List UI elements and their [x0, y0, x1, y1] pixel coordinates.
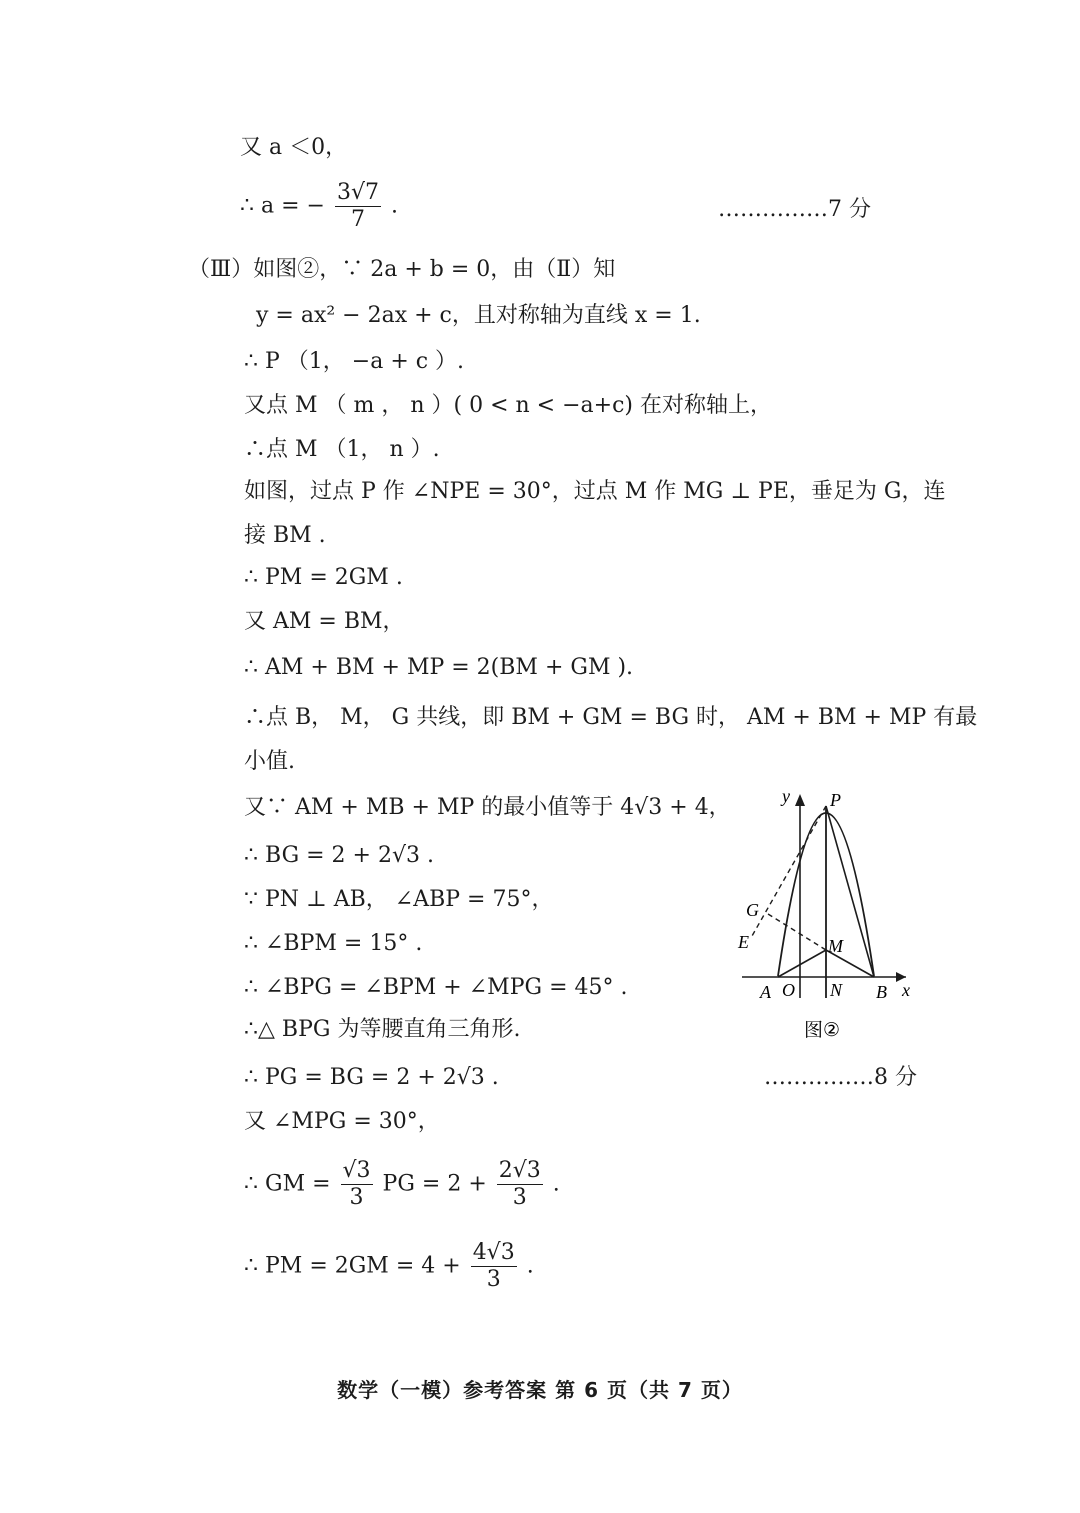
- score-7: ……………7 分: [718, 197, 871, 222]
- text-line-19: ∴ ∠BPG = ∠BPM + ∠MPG = 45° .: [244, 975, 628, 1000]
- text-line-11: 又 AM = BM，: [244, 609, 405, 634]
- fraction-denominator: 3: [512, 1185, 527, 1210]
- text-line-10: ∴ PM = 2GM .: [244, 565, 403, 590]
- fraction-denominator: 3: [349, 1185, 364, 1210]
- pm-equals: ∴ PM = 2GM = 4 +: [244, 1253, 461, 1279]
- fraction-numerator: 4√3: [472, 1240, 515, 1265]
- fraction-numerator: √3: [342, 1158, 371, 1183]
- text-line-12: ∴ AM + BM + MP = 2(BM + GM ).: [244, 655, 634, 680]
- text-line-22: 又 ∠MPG = 30°，: [244, 1109, 440, 1134]
- label-e: E: [738, 932, 749, 952]
- period: .: [552, 1171, 560, 1197]
- pg-equals: PG = 2 +: [382, 1171, 487, 1197]
- label-x: x: [902, 980, 910, 1000]
- text-line-15: 又∵ AM + MB + MP 的最小值等于 4√3 + 4，: [244, 795, 731, 820]
- label-b: B: [876, 982, 887, 1002]
- text-line-8: 如图，过点 P 作 ∠NPE = 30°，过点 M 作 MG ⊥ PE，垂足为 G，连: [244, 479, 946, 504]
- text-line-21: ∴ PG = BG = 2 + 2√3 .: [244, 1065, 499, 1090]
- fraction-denominator: 3: [486, 1267, 501, 1292]
- text-line-20: ∴△ BPG 为等腰直角三角形.: [244, 1017, 521, 1042]
- text-line-1: 又 a ＜0，: [240, 135, 348, 160]
- text-line-17: ∵ PN ⊥ AB， ∠ABP = 75°，: [244, 887, 554, 912]
- label-n: N: [830, 980, 843, 1000]
- text-line-6: 又点 M （ m ， n ）( 0 < n < −a+c) 在对称轴上，: [244, 393, 772, 418]
- text-line-16: ∴ BG = 2 + 2√3 .: [244, 843, 434, 868]
- text-line-18: ∴ ∠BPM = 15° .: [244, 931, 423, 956]
- label-m: M: [828, 936, 843, 956]
- text-line-13: ∴点 B， M， G 共线，即 BM + GM = BG 时， AM + BM + MP 有最: [244, 705, 978, 730]
- figure-caption: 图②: [804, 1019, 841, 1041]
- fraction-numerator: 2√3: [498, 1158, 541, 1183]
- text-line-9: 接 BM .: [244, 523, 326, 548]
- fraction-numerator: 3√7: [336, 180, 379, 205]
- page-footer: 数学（一模）参考答案 第 6 页（共 7 页）: [337, 1378, 743, 1402]
- line-gm-dashed: [768, 914, 826, 950]
- a-equals: ∴ a = −: [240, 193, 325, 219]
- text-line-5: ∴ P （1， −a + c ）.: [244, 349, 465, 374]
- line-am: [778, 950, 826, 977]
- period: .: [526, 1253, 534, 1279]
- text-line-4: y = ax² − 2ax + c，且对称轴为直线 x = 1.: [256, 303, 701, 328]
- text-line-14: 小值.: [244, 749, 295, 774]
- label-o: O: [782, 980, 795, 1000]
- gm-equals: ∴ GM =: [244, 1171, 331, 1197]
- score-8: ……………8 分: [764, 1065, 917, 1090]
- label-g: G: [746, 900, 759, 920]
- period: .: [390, 193, 398, 219]
- line-pe-dashed: [752, 806, 826, 936]
- label-a: A: [760, 982, 771, 1002]
- y-axis-arrow: [795, 794, 805, 806]
- fraction-denominator: 7: [350, 207, 365, 232]
- label-p: P: [830, 790, 841, 810]
- text-line-7: ∴点 M （1， n ）.: [244, 437, 440, 462]
- text-line-3: （Ⅲ）如图②，∵ 2a + b = 0，由（Ⅱ）知: [188, 257, 616, 282]
- label-y: y: [782, 786, 790, 806]
